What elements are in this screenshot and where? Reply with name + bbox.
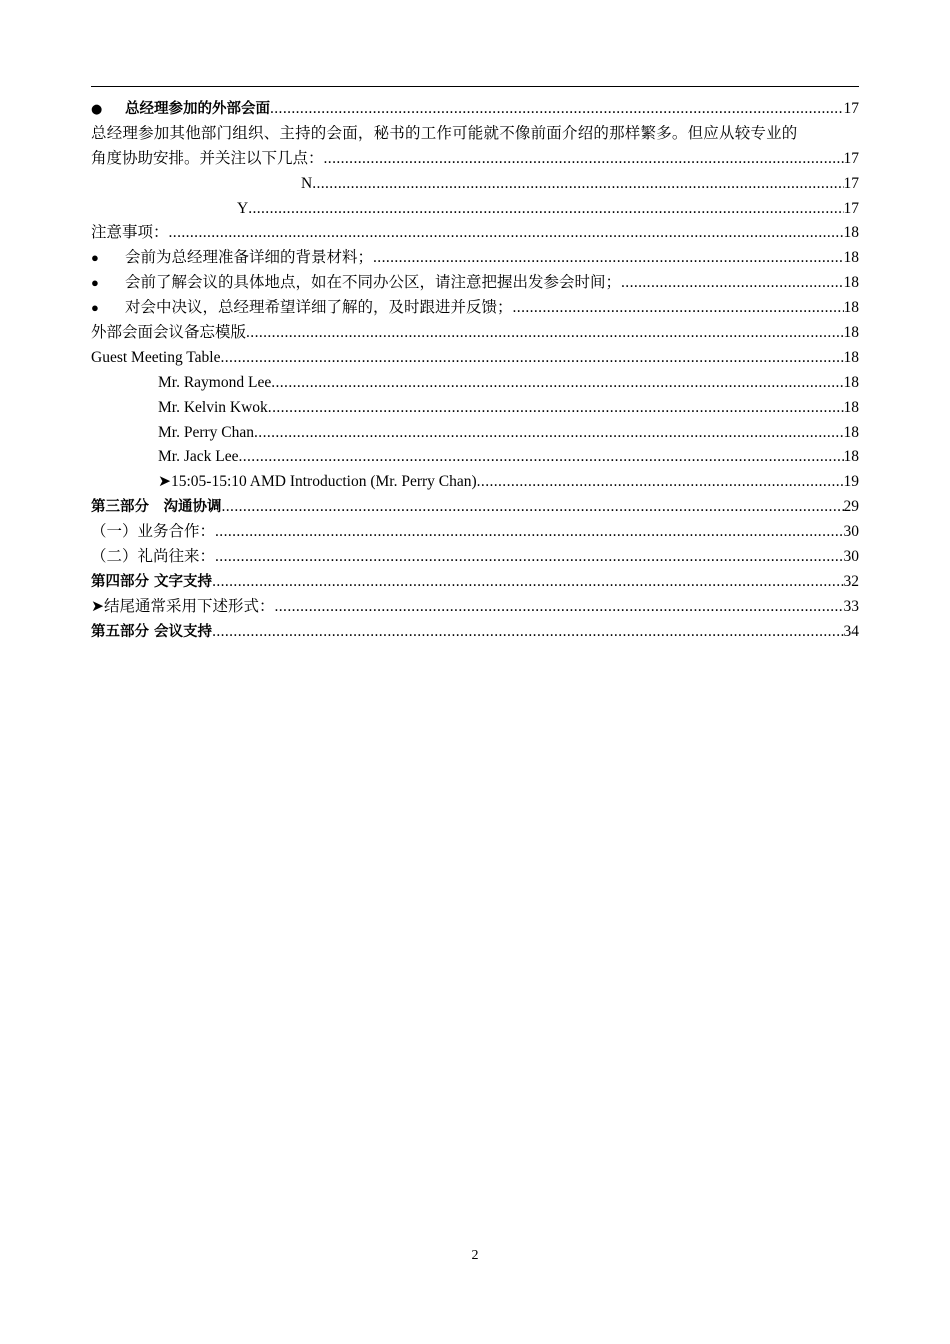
toc-entry-label: 第三部分 沟通协调 <box>91 499 222 516</box>
toc-entry[interactable] <box>91 97 859 122</box>
dot-leader <box>248 197 843 222</box>
toc-page-number: 17 <box>843 149 859 167</box>
toc-entry[interactable] <box>91 495 859 520</box>
toc-entry-label: 注意事项： <box>91 224 169 242</box>
toc-entry[interactable] <box>91 396 859 421</box>
toc-page-number: 18 <box>843 348 859 366</box>
bullet-icon: ● <box>91 275 99 291</box>
header-rule <box>91 86 859 87</box>
toc-page-number: 18 <box>843 299 859 317</box>
dot-leader <box>268 396 844 421</box>
dot-leader <box>513 296 844 321</box>
toc-page-number: 18 <box>843 373 859 391</box>
toc-entry[interactable] <box>91 545 859 570</box>
toc-entry-label: Y <box>237 199 249 217</box>
toc-page-number: 18 <box>843 249 859 267</box>
dot-leader <box>312 172 843 197</box>
toc-entry[interactable] <box>91 271 859 296</box>
toc-entry-label: ➤结尾通常采用下述形式： <box>91 597 275 615</box>
dot-leader <box>212 620 843 645</box>
dot-leader <box>275 595 844 620</box>
dot-leader <box>221 346 844 371</box>
toc-page-number: 29 <box>843 498 859 516</box>
toc-entry[interactable] <box>91 172 859 197</box>
toc-entry[interactable] <box>91 221 859 246</box>
toc-entry[interactable] <box>91 296 859 321</box>
toc-entry-label: 第四部分 文字支持 <box>91 573 213 590</box>
toc-entry-label: 会前为总经理准备详细的背景材料； <box>125 249 374 267</box>
toc-page-number: 33 <box>843 597 859 615</box>
dot-leader <box>238 445 843 470</box>
toc-page-number: 18 <box>843 448 859 466</box>
toc-entry-label: 第五部分 会议支持 <box>91 623 213 640</box>
toc-page-number: 17 <box>843 100 859 117</box>
toc-entry-label: 外部会面会议备忘模版 <box>91 324 247 342</box>
toc-page-number: 18 <box>843 274 859 292</box>
toc-entry-label: （二）礼尚往来： <box>91 548 216 566</box>
toc-entry[interactable] <box>91 246 859 271</box>
toc-page-number: 30 <box>843 523 859 541</box>
toc-entry-label: 角度协助安排。并关注以下几点： <box>91 149 324 167</box>
toc-page-number: 32 <box>843 572 859 590</box>
toc-page-number: 18 <box>843 224 859 242</box>
toc-page-number: 17 <box>843 174 859 192</box>
toc-entry-label: 对会中决议，总经理希望详细了解的，及时跟进并反馈； <box>125 299 513 317</box>
dot-leader <box>246 321 843 346</box>
toc-entry[interactable] <box>91 570 859 595</box>
toc-entry-label: 会前了解会议的具体地点，如在不同办公区，请注意把握出发参会时间； <box>125 274 622 292</box>
page-number: 2 <box>471 1248 479 1263</box>
dot-leader <box>215 520 843 545</box>
dot-leader <box>477 470 844 495</box>
dot-leader <box>324 147 844 172</box>
bullet-icon: ● <box>91 102 103 117</box>
toc-page-number: 17 <box>843 199 859 217</box>
toc-entry[interactable] <box>91 620 859 645</box>
toc-page-number: 18 <box>843 423 859 441</box>
toc-entry[interactable] <box>91 147 859 172</box>
toc-entry-label: N <box>301 174 313 192</box>
dot-leader <box>621 271 843 296</box>
toc-entry-label: （一）业务合作： <box>91 523 216 541</box>
toc-entry[interactable] <box>91 421 859 446</box>
dot-leader <box>254 421 843 446</box>
toc-entry-label: Mr. Perry Chan <box>158 423 255 441</box>
bullet-icon: ● <box>91 300 99 316</box>
dot-leader <box>270 97 844 122</box>
toc-entry[interactable] <box>91 346 859 371</box>
toc-page-number: 18 <box>843 324 859 342</box>
toc-entry-label: Mr. Jack Lee <box>158 448 239 466</box>
table-of-contents <box>91 97 859 645</box>
toc-entry-label: 总经理参加的外部会面 <box>125 101 270 117</box>
dot-leader <box>222 495 844 520</box>
toc-entry[interactable] <box>91 470 859 495</box>
toc-page-number: 19 <box>843 473 859 491</box>
dot-leader <box>212 570 843 595</box>
toc-entry[interactable] <box>91 197 859 222</box>
toc-entry[interactable] <box>91 371 859 396</box>
toc-entry-label: Guest Meeting Table <box>91 348 221 366</box>
dot-leader <box>169 221 844 246</box>
toc-entry-wrapped-first-line[interactable]: 总经理参加其他部门组织、主持的会面，秘书的工作可能就不像前面介绍的那样繁多。但应从较专业的 <box>91 124 798 142</box>
bullet-icon: ● <box>91 250 99 266</box>
toc-page-number: 34 <box>843 622 859 640</box>
toc-entry-label: Mr. Raymond Lee <box>158 373 272 391</box>
dot-leader <box>215 545 843 570</box>
toc-entry-label: Mr. Kelvin Kwok <box>158 398 268 416</box>
dot-leader <box>271 371 843 396</box>
dot-leader <box>373 246 843 271</box>
toc-entry[interactable] <box>91 595 859 620</box>
toc-entry-label: ➤15:05-15:10 AMD Introduction (Mr. Perry Chan) <box>158 473 477 491</box>
toc-page-number: 18 <box>843 398 859 416</box>
toc-entry[interactable] <box>91 321 859 346</box>
toc-page-number: 30 <box>843 548 859 566</box>
toc-entry[interactable] <box>91 520 859 545</box>
toc-entry[interactable] <box>91 445 859 470</box>
